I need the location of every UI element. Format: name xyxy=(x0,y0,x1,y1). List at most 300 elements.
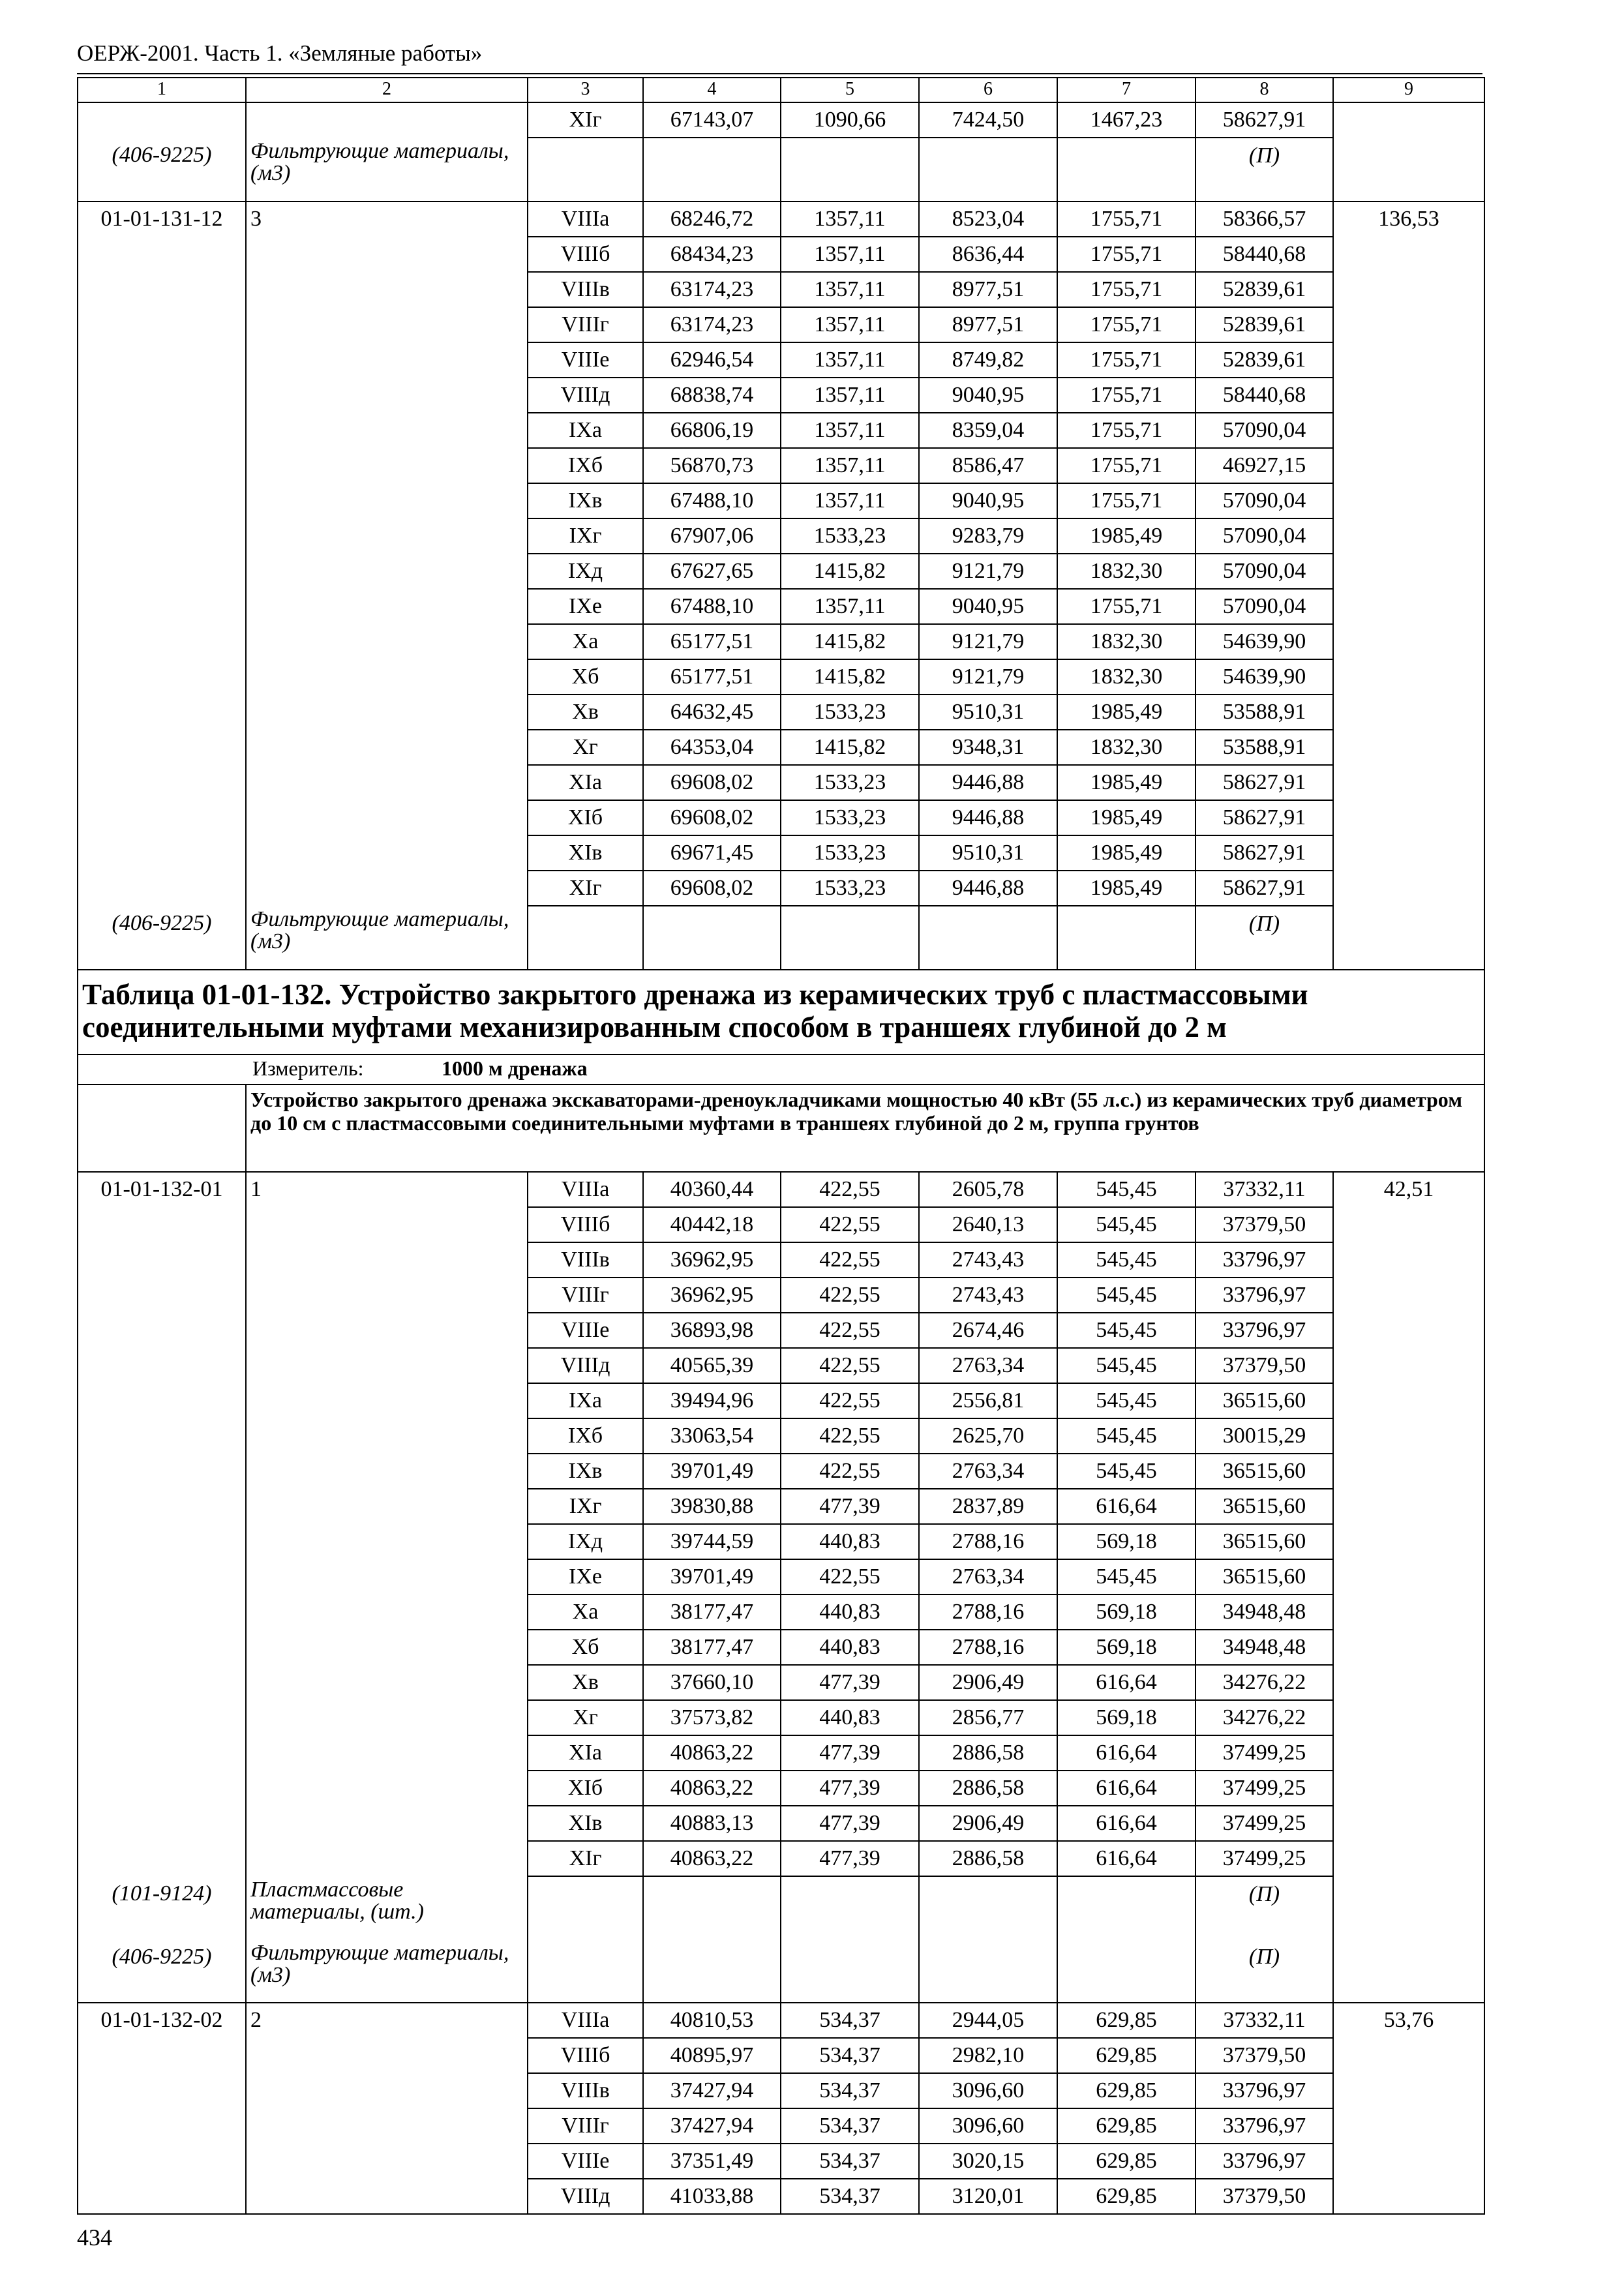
empty-cell xyxy=(246,1700,528,1735)
resource-code: (406-9225) xyxy=(112,911,212,935)
value-cell: 1533,23 xyxy=(781,518,919,554)
value-cell: 569,18 xyxy=(1057,1594,1195,1630)
value-cell: 58366,57 xyxy=(1195,202,1333,237)
empty-cell xyxy=(246,272,528,307)
value-cell: 8586,47 xyxy=(919,448,1057,483)
soil-group: IXа xyxy=(528,1383,643,1418)
empty-cell xyxy=(1333,1665,1484,1700)
value-cell: 9446,88 xyxy=(919,800,1057,835)
value-cell: 1755,71 xyxy=(1057,448,1195,483)
value-cell: 3096,60 xyxy=(919,2108,1057,2144)
meter-value: 1000 м дренажа xyxy=(442,1056,588,1080)
empty-cell xyxy=(78,483,246,518)
value-cell: 422,55 xyxy=(781,1559,919,1594)
page-number: 434 xyxy=(77,2224,112,2251)
empty-cell xyxy=(78,554,246,589)
table-row xyxy=(78,624,1484,659)
table-row xyxy=(78,2144,1484,2179)
value-cell: 67907,06 xyxy=(643,518,781,554)
value-cell: 67627,65 xyxy=(643,554,781,589)
value-cell: 477,39 xyxy=(781,1771,919,1806)
empty-cell xyxy=(1333,1383,1484,1418)
empty-cell xyxy=(1333,1348,1484,1383)
value-cell: 38177,47 xyxy=(643,1630,781,1665)
table-row xyxy=(78,448,1484,483)
empty-cell xyxy=(246,1418,528,1454)
table-row xyxy=(78,835,1484,871)
value-cell: 629,85 xyxy=(1057,2179,1195,2214)
value-cell: 2763,34 xyxy=(919,1454,1057,1489)
value-cell: 2837,89 xyxy=(919,1489,1057,1524)
soil-group: VIIIг xyxy=(528,1278,643,1313)
value-cell: 569,18 xyxy=(1057,1524,1195,1559)
value-cell: 1533,23 xyxy=(781,765,919,800)
empty-cell xyxy=(919,138,1057,202)
table-row xyxy=(78,589,1484,624)
empty-cell xyxy=(246,1594,528,1630)
resource-indicator: (П) xyxy=(1248,143,1280,168)
table-row xyxy=(78,2038,1484,2073)
empty-cell xyxy=(246,695,528,730)
soil-group: XIг xyxy=(528,102,643,138)
value-cell: 68838,74 xyxy=(643,378,781,413)
value-cell: 2640,13 xyxy=(919,1207,1057,1242)
value-cell: 56870,73 xyxy=(643,448,781,483)
empty-cell xyxy=(246,1665,528,1700)
value-cell: 36515,60 xyxy=(1195,1559,1333,1594)
value-cell: 545,45 xyxy=(1057,1418,1195,1454)
value-cell: 8977,51 xyxy=(919,307,1057,342)
table-row xyxy=(78,800,1484,835)
resource-code: (406-9225) xyxy=(112,143,212,167)
empty-cell xyxy=(78,342,246,378)
value-cell: 2556,81 xyxy=(919,1383,1057,1418)
empty-cell xyxy=(246,1278,528,1313)
empty-cell xyxy=(246,1454,528,1489)
value-cell: 36893,98 xyxy=(643,1313,781,1348)
value-cell: 9040,95 xyxy=(919,589,1057,624)
empty-cell xyxy=(246,589,528,624)
value-cell: 629,85 xyxy=(1057,2003,1195,2038)
value-cell: 40442,18 xyxy=(643,1207,781,1242)
soil-group: IXб xyxy=(528,1418,643,1454)
empty-cell xyxy=(78,1806,246,1841)
resource-row xyxy=(78,1939,1484,2003)
resource-name: Фильтрующие материалы, (м3) xyxy=(250,1941,509,1987)
empty-cell xyxy=(246,2108,528,2144)
empty-cell xyxy=(246,1489,528,1524)
empty-cell xyxy=(246,1383,528,1418)
column-number: 4 xyxy=(643,78,781,102)
empty-cell xyxy=(78,1594,246,1630)
value-cell: 545,45 xyxy=(1057,1242,1195,1278)
resource-name-cell xyxy=(246,1939,528,2003)
value-cell: 53588,91 xyxy=(1195,695,1333,730)
value-cell: 34948,48 xyxy=(1195,1630,1333,1665)
value-cell: 1415,82 xyxy=(781,659,919,695)
rates-table xyxy=(77,77,1485,2215)
soil-group: VIIIд xyxy=(528,378,643,413)
empty-cell xyxy=(1333,237,1484,272)
value-cell: 9446,88 xyxy=(919,871,1057,906)
value-cell: 545,45 xyxy=(1057,1207,1195,1242)
column-number-row xyxy=(78,78,1484,102)
empty-cell xyxy=(1333,906,1484,970)
soil-group: IXг xyxy=(528,1489,643,1524)
value-cell: 37379,50 xyxy=(1195,1207,1333,1242)
empty-cell xyxy=(1333,1735,1484,1771)
rate-variant: 3 xyxy=(246,202,528,237)
value-cell: 52839,61 xyxy=(1195,272,1333,307)
value-cell: 477,39 xyxy=(781,1735,919,1771)
empty-cell xyxy=(781,1876,919,1939)
value-cell: 477,39 xyxy=(781,1489,919,1524)
value-cell: 57090,04 xyxy=(1195,554,1333,589)
resource-indicator-cell xyxy=(1195,906,1333,970)
resource-code: (101-9124) xyxy=(112,1881,212,1906)
value-cell: 37332,11 xyxy=(1195,2003,1333,2038)
resource-row xyxy=(78,906,1484,970)
soil-group: Xб xyxy=(528,1630,643,1665)
soil-group: VIIIб xyxy=(528,237,643,272)
table-row xyxy=(78,2108,1484,2144)
empty-cell xyxy=(1333,518,1484,554)
soil-group: XIв xyxy=(528,1806,643,1841)
soil-group: VIIIа xyxy=(528,1172,643,1207)
soil-group: Xв xyxy=(528,695,643,730)
empty-cell xyxy=(246,448,528,483)
value-cell: 2763,34 xyxy=(919,1348,1057,1383)
empty-cell xyxy=(1333,695,1484,730)
value-cell: 68434,23 xyxy=(643,237,781,272)
empty-cell xyxy=(78,695,246,730)
soil-group: VIIIг xyxy=(528,2108,643,2144)
value-cell: 1533,23 xyxy=(781,695,919,730)
empty-cell xyxy=(246,2038,528,2073)
value-cell: 33796,97 xyxy=(1195,2108,1333,2144)
empty-cell xyxy=(78,765,246,800)
value-cell: 629,85 xyxy=(1057,2108,1195,2144)
soil-group: Xв xyxy=(528,1665,643,1700)
soil-group: Xа xyxy=(528,624,643,659)
table-row xyxy=(78,1630,1484,1665)
value-cell: 9121,79 xyxy=(919,554,1057,589)
table-row xyxy=(78,1207,1484,1242)
value-cell: 1985,49 xyxy=(1057,765,1195,800)
soil-group: IXб xyxy=(528,448,643,483)
table-row xyxy=(78,765,1484,800)
table-row xyxy=(78,342,1484,378)
table-row xyxy=(78,1489,1484,1524)
empty-cell xyxy=(919,1876,1057,1939)
value-cell: 36962,95 xyxy=(643,1278,781,1313)
value-cell: 34276,22 xyxy=(1195,1665,1333,1700)
empty-cell xyxy=(246,1841,528,1876)
value-cell: 1755,71 xyxy=(1057,378,1195,413)
value-cell: 67488,10 xyxy=(643,589,781,624)
value-cell: 1832,30 xyxy=(1057,659,1195,695)
value-cell: 40895,97 xyxy=(643,2038,781,2073)
value-cell: 8636,44 xyxy=(919,237,1057,272)
value-cell: 64353,04 xyxy=(643,730,781,765)
soil-group: Xг xyxy=(528,1700,643,1735)
empty-cell xyxy=(78,589,246,624)
value-cell: 58440,68 xyxy=(1195,378,1333,413)
value-cell: 1357,11 xyxy=(781,378,919,413)
value-cell: 58627,91 xyxy=(1195,102,1333,138)
value-cell: 545,45 xyxy=(1057,1172,1195,1207)
soil-group: IXв xyxy=(528,483,643,518)
empty-cell xyxy=(1333,307,1484,342)
empty-cell xyxy=(528,906,643,970)
value-cell: 58440,68 xyxy=(1195,237,1333,272)
empty-cell xyxy=(78,413,246,448)
soil-group: VIIIб xyxy=(528,2038,643,2073)
value-cell: 30015,29 xyxy=(1195,1418,1333,1454)
value-cell: 67143,07 xyxy=(643,102,781,138)
table-row xyxy=(78,272,1484,307)
empty-cell xyxy=(1333,2073,1484,2108)
empty-cell xyxy=(781,1939,919,2003)
empty-cell xyxy=(1333,138,1484,202)
value-cell: 1357,11 xyxy=(781,342,919,378)
value-cell: 37573,82 xyxy=(643,1700,781,1735)
value-cell: 2982,10 xyxy=(919,2038,1057,2073)
resource-indicator: (П) xyxy=(1248,912,1280,936)
value-cell: 616,64 xyxy=(1057,1489,1195,1524)
value-cell: 440,83 xyxy=(781,1524,919,1559)
value-cell: 1533,23 xyxy=(781,800,919,835)
value-cell: 2886,58 xyxy=(919,1771,1057,1806)
empty-cell xyxy=(246,800,528,835)
empty-cell xyxy=(78,378,246,413)
soil-group: VIIIг xyxy=(528,307,643,342)
table-row xyxy=(78,1665,1484,1700)
empty-cell xyxy=(78,1559,246,1594)
value-cell: 616,64 xyxy=(1057,1665,1195,1700)
empty-cell xyxy=(246,307,528,342)
value-cell: 64632,45 xyxy=(643,695,781,730)
empty-cell xyxy=(78,237,246,272)
value-cell: 1090,66 xyxy=(781,102,919,138)
column-number: 6 xyxy=(919,78,1057,102)
soil-group: IXг xyxy=(528,518,643,554)
value-cell: 3020,15 xyxy=(919,2144,1057,2179)
table-row xyxy=(78,1313,1484,1348)
value-cell: 2906,49 xyxy=(919,1665,1057,1700)
value-cell: 629,85 xyxy=(1057,2144,1195,2179)
empty-cell xyxy=(78,1242,246,1278)
value-cell: 39701,49 xyxy=(643,1559,781,1594)
table-row xyxy=(78,2003,1484,2038)
value-cell: 8977,51 xyxy=(919,272,1057,307)
value-cell: 2886,58 xyxy=(919,1735,1057,1771)
column-number: 7 xyxy=(1057,78,1195,102)
value-cell: 534,37 xyxy=(781,2038,919,2073)
header-rule xyxy=(77,73,1482,74)
resource-indicator-cell xyxy=(1195,1939,1333,2003)
empty-cell xyxy=(78,272,246,307)
empty-cell xyxy=(528,138,643,202)
empty-cell xyxy=(246,730,528,765)
table-row xyxy=(78,730,1484,765)
empty-cell xyxy=(246,1348,528,1383)
value-cell: 68246,72 xyxy=(643,202,781,237)
table-row xyxy=(78,1735,1484,1771)
soil-group: IXе xyxy=(528,1559,643,1594)
soil-group: VIIIд xyxy=(528,2179,643,2214)
soil-group: Xг xyxy=(528,730,643,765)
value-cell: 477,39 xyxy=(781,1665,919,1700)
empty-cell xyxy=(1333,272,1484,307)
resource-name-cell xyxy=(246,138,528,202)
value-cell: 37332,11 xyxy=(1195,1172,1333,1207)
empty-cell xyxy=(1057,1939,1195,2003)
table-row xyxy=(78,659,1484,695)
empty-cell xyxy=(246,554,528,589)
empty-cell xyxy=(1333,659,1484,695)
value-cell: 1467,23 xyxy=(1057,102,1195,138)
soil-group: IXв xyxy=(528,1454,643,1489)
empty-cell xyxy=(78,1454,246,1489)
value-cell: 9510,31 xyxy=(919,835,1057,871)
empty-cell xyxy=(78,1278,246,1313)
empty-cell xyxy=(78,2108,246,2144)
table-row xyxy=(78,1278,1484,1313)
empty-cell xyxy=(1333,483,1484,518)
empty-cell xyxy=(246,1806,528,1841)
empty-cell xyxy=(528,1939,643,2003)
meter-row xyxy=(78,1055,1484,1085)
value-cell: 36515,60 xyxy=(1195,1489,1333,1524)
rate-weight: 53,76 xyxy=(1333,2003,1484,2038)
soil-group: Xб xyxy=(528,659,643,695)
soil-group: IXд xyxy=(528,554,643,589)
empty-cell xyxy=(1333,1559,1484,1594)
empty-cell xyxy=(643,906,781,970)
empty-cell xyxy=(246,1735,528,1771)
table-row xyxy=(78,102,1484,138)
empty-cell xyxy=(78,2179,246,2214)
value-cell: 1357,11 xyxy=(781,272,919,307)
table-row xyxy=(78,378,1484,413)
empty-cell xyxy=(1333,448,1484,483)
value-cell: 1985,49 xyxy=(1057,695,1195,730)
value-cell: 39830,88 xyxy=(643,1489,781,1524)
table-row xyxy=(78,1383,1484,1418)
value-cell: 37499,25 xyxy=(1195,1771,1333,1806)
empty-cell xyxy=(78,1313,246,1348)
soil-group: XIг xyxy=(528,1841,643,1876)
empty-cell xyxy=(1333,2038,1484,2073)
empty-cell xyxy=(1333,871,1484,906)
value-cell: 9510,31 xyxy=(919,695,1057,730)
empty-cell xyxy=(643,1939,781,2003)
value-cell: 422,55 xyxy=(781,1383,919,1418)
value-cell: 2856,77 xyxy=(919,1700,1057,1735)
value-cell: 1357,11 xyxy=(781,202,919,237)
empty-cell xyxy=(78,1489,246,1524)
value-cell: 1357,11 xyxy=(781,483,919,518)
soil-group: XIа xyxy=(528,1735,643,1771)
empty-cell xyxy=(78,800,246,835)
value-cell: 1357,11 xyxy=(781,413,919,448)
empty-cell xyxy=(78,2038,246,2073)
column-number: 5 xyxy=(781,78,919,102)
empty-cell xyxy=(246,2179,528,2214)
value-cell: 2674,46 xyxy=(919,1313,1057,1348)
empty-cell xyxy=(246,2073,528,2108)
value-cell: 8749,82 xyxy=(919,342,1057,378)
value-cell: 65177,51 xyxy=(643,624,781,659)
empty-cell xyxy=(246,1242,528,1278)
value-cell: 9040,95 xyxy=(919,378,1057,413)
soil-group: VIIIв xyxy=(528,272,643,307)
meter-cell xyxy=(78,1055,1484,1085)
resource-code-cell xyxy=(78,1939,246,2003)
value-cell: 41033,88 xyxy=(643,2179,781,2214)
table-row xyxy=(78,1454,1484,1489)
empty-cell xyxy=(1333,2144,1484,2179)
table-row xyxy=(78,1771,1484,1806)
empty-cell xyxy=(1333,1806,1484,1841)
table-row xyxy=(78,1700,1484,1735)
empty-cell xyxy=(78,1630,246,1665)
empty-cell xyxy=(246,413,528,448)
value-cell: 1357,11 xyxy=(781,237,919,272)
value-cell: 37660,10 xyxy=(643,1665,781,1700)
value-cell: 39744,59 xyxy=(643,1524,781,1559)
empty-cell xyxy=(78,102,246,138)
value-cell: 39701,49 xyxy=(643,1454,781,1489)
value-cell: 9446,88 xyxy=(919,765,1057,800)
empty-cell xyxy=(1333,1939,1484,2003)
soil-group: XIв xyxy=(528,835,643,871)
value-cell: 33796,97 xyxy=(1195,2073,1333,2108)
value-cell: 1755,71 xyxy=(1057,202,1195,237)
value-cell: 534,37 xyxy=(781,2003,919,2038)
empty-cell xyxy=(1333,1207,1484,1242)
table-row xyxy=(78,307,1484,342)
table-row xyxy=(78,413,1484,448)
value-cell: 7424,50 xyxy=(919,102,1057,138)
table-row xyxy=(78,554,1484,589)
empty-cell xyxy=(1333,589,1484,624)
value-cell: 62946,54 xyxy=(643,342,781,378)
empty-cell xyxy=(78,1524,246,1559)
value-cell: 422,55 xyxy=(781,1418,919,1454)
table-row xyxy=(78,871,1484,906)
description-row xyxy=(78,1085,1484,1172)
empty-cell xyxy=(246,659,528,695)
empty-cell xyxy=(246,1207,528,1242)
value-cell: 37499,25 xyxy=(1195,1841,1333,1876)
table-row xyxy=(78,1559,1484,1594)
empty-cell xyxy=(1333,800,1484,835)
column-number: 8 xyxy=(1195,78,1333,102)
rate-code: 01-01-132-01 xyxy=(78,1172,246,1207)
table-row xyxy=(78,1242,1484,1278)
empty-cell xyxy=(78,871,246,906)
value-cell: 422,55 xyxy=(781,1207,919,1242)
value-cell: 52839,61 xyxy=(1195,307,1333,342)
empty-cell xyxy=(78,448,246,483)
value-cell: 1755,71 xyxy=(1057,483,1195,518)
empty-cell xyxy=(1333,1700,1484,1735)
empty-cell xyxy=(1333,102,1484,138)
value-cell: 2788,16 xyxy=(919,1594,1057,1630)
table-row xyxy=(78,1418,1484,1454)
